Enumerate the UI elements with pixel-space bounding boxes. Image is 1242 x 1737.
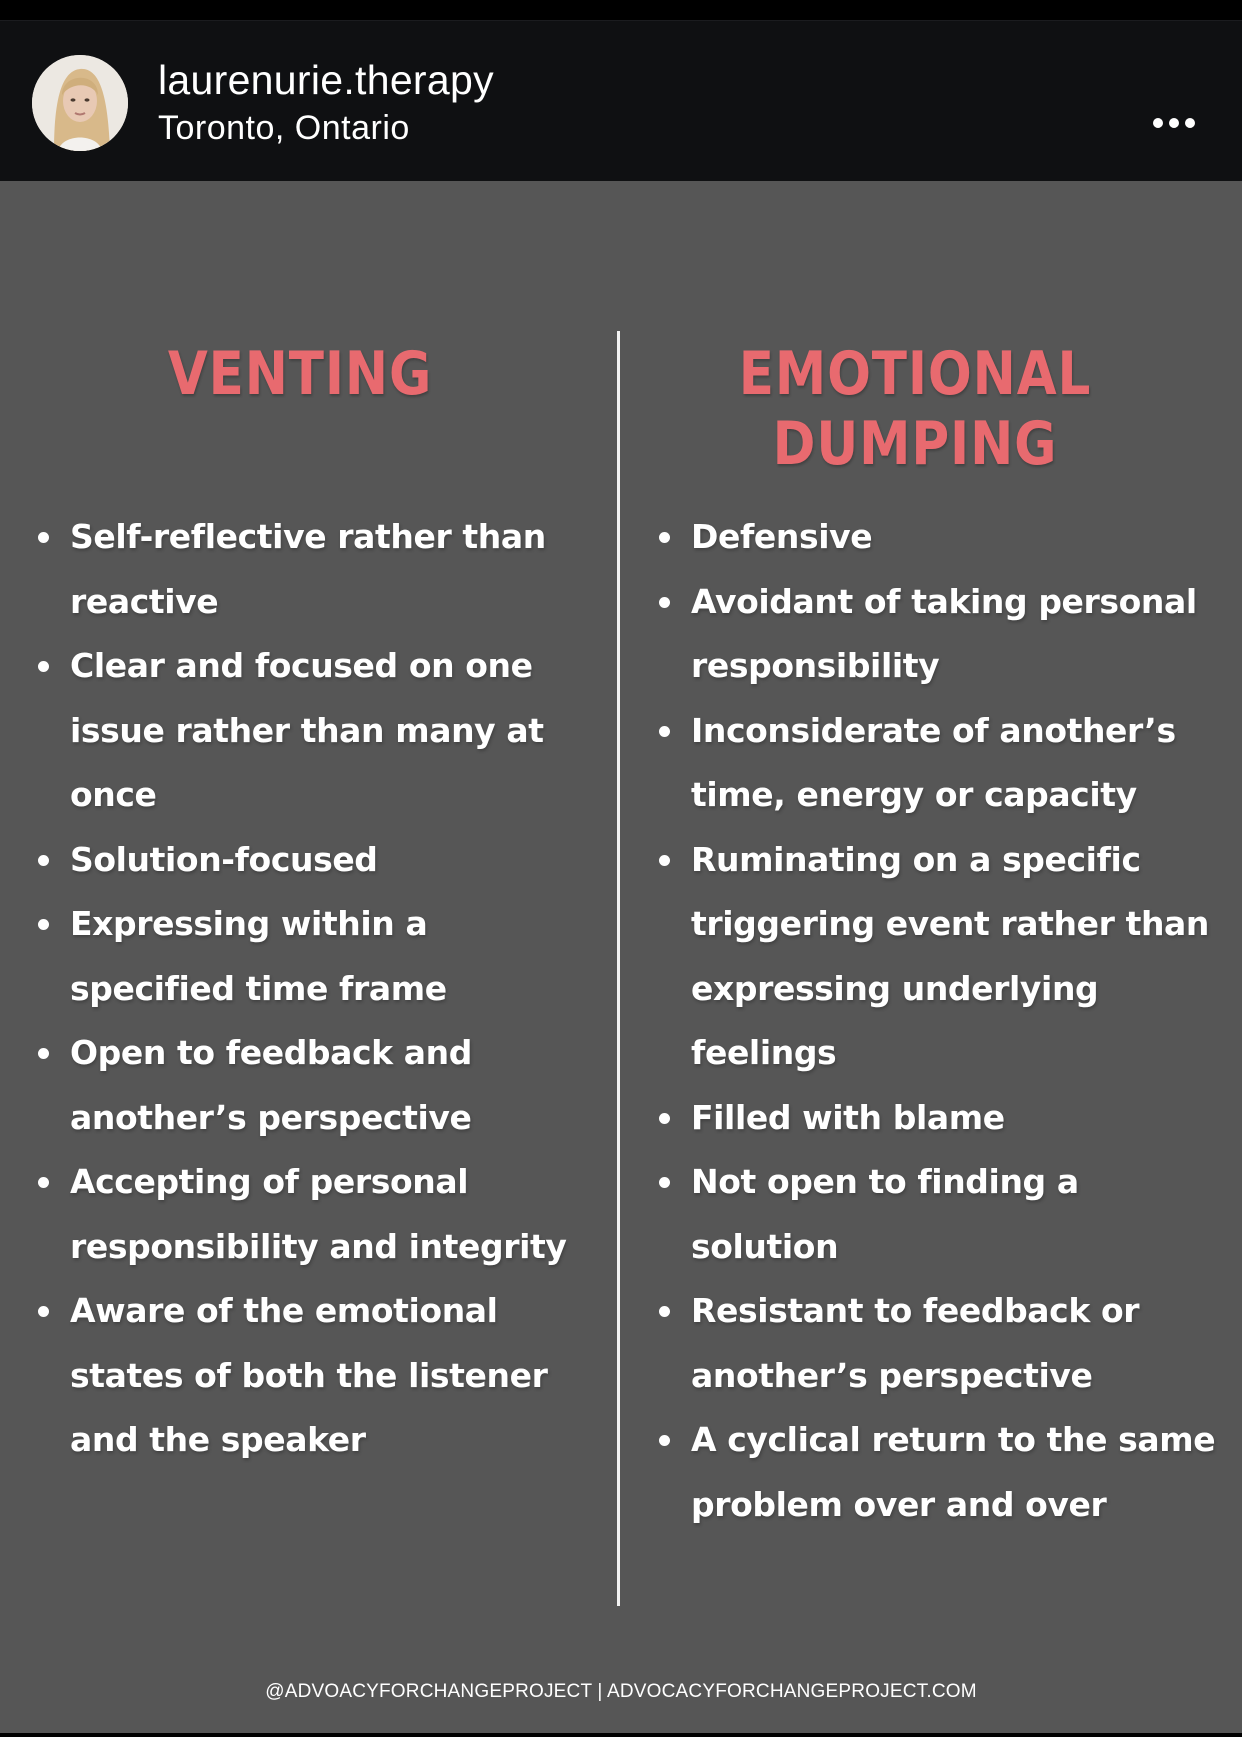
list-item: Not open to finding a solution	[655, 1150, 1230, 1279]
profile-photo-icon	[32, 55, 128, 151]
list-item: Avoidant of taking personal responsibility	[655, 570, 1230, 699]
list-item: Expressing within a specified time frame	[34, 892, 599, 1021]
list-item: A cyclical return to the same problem over and over	[655, 1408, 1230, 1537]
more-options-button[interactable]	[1146, 103, 1202, 143]
list-item: Filled with blame	[655, 1086, 1230, 1151]
heading-line: EMOTIONAL	[738, 339, 1092, 409]
list-item: Clear and focused on one issue rather than many at once	[34, 634, 599, 828]
list-item: Accepting of personal responsibility and integrity	[34, 1150, 599, 1279]
avatar[interactable]	[32, 55, 128, 151]
post-image[interactable]	[0, 181, 1242, 1733]
list-item: Open to feedback and another’s perspective	[34, 1021, 599, 1150]
username[interactable]: laurenurie.therapy	[158, 57, 494, 103]
post-header	[0, 20, 1242, 181]
column-divider	[617, 331, 620, 1606]
heading-line: DUMPING	[772, 409, 1058, 479]
list-item: Self-reflective rather than reactive	[34, 505, 599, 634]
emotional-dumping-heading	[687, 339, 1143, 479]
list-item: Defensive	[655, 505, 1230, 570]
venting-heading: VENTING	[167, 339, 433, 409]
location[interactable]: Toronto, Ontario	[158, 109, 410, 147]
more-horizontal-icon	[1150, 117, 1198, 129]
status-strip	[0, 0, 1242, 20]
venting-list	[34, 505, 599, 1473]
list-item: Ruminating on a specific triggering event rather than expressing underlying feelings	[655, 828, 1230, 1086]
list-item: Inconsiderate of another’s time, energy or capacity	[655, 699, 1230, 828]
list-item: Solution-focused	[34, 828, 599, 893]
list-item: Aware of the emotional states of both the listener and the speaker	[34, 1279, 599, 1473]
post-footer-credit: @ADVOACYFORCHANGEPROJECT | ADVOCACYFORCHANGEPROJECT.COM	[265, 1681, 977, 1702]
emotional-dumping-list	[655, 505, 1230, 1537]
list-item: Resistant to feedback or another’s perspective	[655, 1279, 1230, 1408]
